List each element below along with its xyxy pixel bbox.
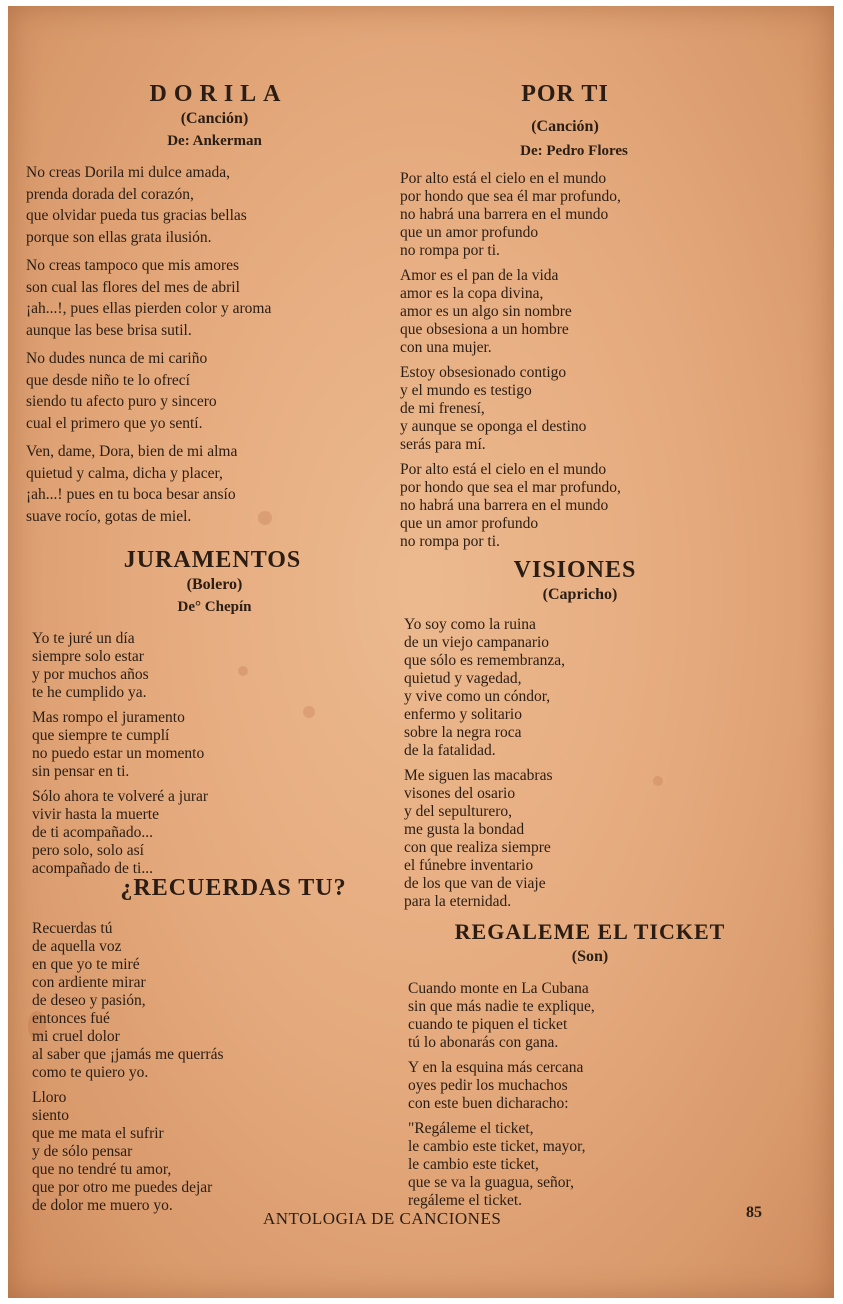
lyric-line: no habrá una barrera en el mundo — [400, 206, 609, 223]
song-genre: (Capricho) — [542, 586, 618, 603]
lyric-line: siempre solo estar — [32, 648, 144, 665]
stanza — [404, 767, 730, 911]
lyric-line: Mas rompo el juramento — [32, 709, 185, 726]
stanza — [408, 980, 730, 1052]
lyric-line: enfermo y solitario — [404, 706, 522, 723]
stanza — [32, 788, 391, 878]
lyric-line: de la fatalidad. — [404, 742, 496, 759]
book-page — [8, 6, 834, 1298]
song-title: REGALEME EL TICKET — [454, 919, 726, 944]
song-title: DORILA — [149, 81, 288, 107]
lyric-line: con ardiente mirar — [32, 974, 146, 991]
lyric-line: entonces fué — [32, 1010, 110, 1027]
lyric-line: de dolor me muero yo. — [32, 1197, 173, 1214]
lyric-line: de aquella voz — [32, 938, 122, 955]
lyric-line: y de sólo pensar — [32, 1143, 133, 1160]
lyric-line: pero solo, solo así — [32, 842, 144, 859]
stanza — [32, 630, 391, 702]
song-regaleme — [400, 918, 730, 1217]
lyric-line: acompañado de ti... — [32, 860, 153, 877]
stanza — [400, 170, 730, 260]
lyric-line: Me siguen las macabras — [404, 767, 553, 784]
lyric-line: con que realiza siempre — [404, 839, 551, 856]
lyric-line: por hondo que sea el mar profundo, — [400, 479, 621, 496]
lyric-line: de un viejo campanario — [404, 634, 550, 651]
song-author: De° Chepín — [177, 599, 252, 615]
lyric-line: y aunque se oponga el destino — [400, 418, 587, 435]
lyric-line: al saber que ¡jamás me querrás — [32, 1046, 224, 1063]
lyric-line: como te quiero yo. — [32, 1064, 149, 1081]
song-author: De: Pedro Flores — [520, 143, 628, 159]
lyric-line: que desde niño te lo ofrecí — [26, 371, 190, 389]
stanza — [408, 1059, 730, 1113]
lyric-line: "Regáleme el ticket, — [408, 1120, 534, 1137]
lyric-line: prenda dorada del corazón, — [26, 185, 194, 203]
lyric-line: Por alto está el cielo en el mundo — [400, 170, 607, 187]
lyric-line: siendo tu afecto puro y sincero — [26, 393, 217, 410]
song-genre: (Son) — [571, 948, 609, 965]
lyric-line: sin que más nadie te explique, — [408, 998, 595, 1015]
lyric-line: me gusta la bondad — [404, 821, 525, 838]
lyric-line: No creas tampoco que mis amores — [26, 257, 240, 274]
lyric-line: Amor es el pan de la vida — [400, 267, 559, 284]
lyric-line: aunque las bese brisa sutil. — [26, 321, 192, 339]
lyric-line: y por muchos años — [32, 666, 149, 683]
song-dorila — [26, 80, 391, 534]
lyric-line: con este buen dicharacho: — [408, 1095, 569, 1112]
stanza — [32, 920, 391, 1082]
lyric-line: de los que van de viaje — [404, 875, 546, 892]
lyric-line: mi cruel dolor — [32, 1028, 120, 1045]
song-title: ¿RECUERDAS TU? — [120, 875, 347, 901]
lyric-line: que se va la guagua, señor, — [408, 1174, 574, 1191]
lyric-line: cuando te piquen el ticket — [408, 1016, 568, 1033]
book-title-footer: ANTOLOGIA DE CANCIONES — [263, 1209, 502, 1228]
lyric-line: amor es un algo sin nombre — [400, 303, 572, 320]
song-genre: (Bolero) — [186, 576, 243, 593]
page-number: 85 — [746, 1204, 762, 1221]
lyric-line: ¡ah...!, pues ellas pierden color y aroma — [26, 300, 272, 317]
lyric-line: porque son ellas grata ilusión. — [26, 228, 212, 246]
lyric-line: con una mujer. — [400, 339, 492, 356]
lyric-line: por hondo que sea él mar profundo, — [400, 188, 621, 205]
lyric-line: regáleme el ticket. — [408, 1192, 523, 1209]
lyric-line: No dudes nunca de mi cariño — [26, 350, 208, 367]
lyric-line: Y en la esquina más cercana — [408, 1059, 584, 1076]
lyric-line: son cual las flores del mes de abril — [26, 278, 240, 296]
lyric-line: no rompa por ti. — [400, 533, 500, 550]
song-genre: (Canción) — [531, 118, 599, 135]
lyric-line: visones del osario — [404, 785, 516, 802]
lyric-line: para la eternidad. — [404, 893, 512, 910]
stanza — [32, 709, 391, 781]
lyric-line: tú lo abonarás con gana. — [408, 1034, 559, 1051]
lyric-line: y el mundo es testigo — [400, 382, 532, 399]
stanza — [404, 616, 730, 760]
lyric-line: que siempre te cumplí — [32, 727, 170, 744]
lyric-line: que olvidar pueda tus gracias bellas — [26, 207, 247, 224]
song-title: VISIONES — [513, 557, 637, 583]
song-visiones — [400, 556, 730, 918]
lyric-line: te he cumplido ya. — [32, 684, 147, 701]
lyrics — [26, 920, 391, 1215]
lyrics — [26, 162, 391, 527]
lyric-line: el fúnebre inventario — [404, 857, 534, 874]
lyric-line: Sólo ahora te volveré a jurar — [32, 788, 209, 805]
lyric-line: cual el primero que yo sentí. — [26, 414, 203, 432]
lyric-line: Ven, dame, Dora, bien de mi alma — [26, 443, 238, 460]
lyric-line: amor es la copa divina, — [400, 285, 544, 302]
lyric-line: en que yo te miré — [32, 956, 140, 973]
stanza — [26, 441, 391, 527]
lyric-line: sin pensar en ti. — [32, 763, 130, 780]
lyric-line: de deseo y pasión, — [32, 992, 146, 1009]
stanza — [408, 1120, 730, 1210]
lyric-line: sobre la negra roca — [404, 724, 522, 741]
stanza — [26, 348, 391, 434]
lyric-line: vivir hasta la muerte — [32, 806, 159, 823]
lyric-line: y del sepulturero, — [404, 803, 513, 820]
song-title: POR TI — [521, 81, 609, 107]
lyric-line: que no tendré tu amor, — [32, 1161, 172, 1178]
lyric-line: de mi frenesí, — [400, 400, 485, 417]
song-recuerdas — [26, 874, 391, 1222]
stanza — [400, 267, 730, 357]
stanza — [26, 255, 391, 341]
lyric-line: Yo soy como la ruina — [404, 616, 536, 633]
stanza — [26, 162, 391, 248]
lyric-line: quietud y calma, dicha y placer, — [26, 464, 223, 482]
lyric-line: le cambio este ticket, — [408, 1156, 539, 1173]
lyric-line: que me mata el sufrir — [32, 1125, 164, 1142]
lyric-line: no rompa por ti. — [400, 242, 500, 259]
stanza — [400, 461, 730, 551]
lyrics — [26, 630, 391, 878]
lyric-line: oyes pedir los muchachos — [408, 1077, 568, 1094]
lyric-line: que obsesiona a un hombre — [400, 321, 569, 338]
song-porti — [400, 80, 730, 558]
lyric-line: que por otro me puedes dejar — [32, 1179, 213, 1196]
lyric-line: no puedo estar un momento — [32, 745, 205, 762]
lyric-line: No creas Dorila mi dulce amada, — [26, 164, 230, 181]
lyric-line: Yo te juré un día — [32, 630, 135, 647]
stanza — [400, 364, 730, 454]
stanza — [32, 1089, 391, 1215]
lyric-line: de ti acompañado... — [32, 824, 153, 841]
lyric-line: suave rocío, gotas de miel. — [26, 507, 192, 525]
lyric-line: que un amor profundo — [400, 515, 539, 532]
lyrics — [400, 616, 730, 911]
lyric-line: serás para mí. — [400, 436, 486, 453]
lyrics — [400, 170, 730, 551]
lyric-line: siento — [32, 1107, 70, 1124]
lyric-line: Cuando monte en La Cubana — [408, 980, 589, 997]
lyric-line: le cambio este ticket, mayor, — [408, 1138, 586, 1155]
song-author: De: Ankerman — [167, 133, 262, 149]
song-juramentos — [26, 546, 391, 885]
lyric-line: no habrá una barrera en el mundo — [400, 497, 609, 514]
lyric-line: quietud y vagedad, — [404, 670, 522, 687]
song-genre: (Canción) — [180, 110, 249, 127]
lyric-line: y vive como un cóndor, — [404, 688, 551, 705]
lyric-line: ¡ah...! pues en tu boca besar ansío — [26, 486, 236, 503]
lyric-line: que un amor profundo — [400, 224, 539, 241]
lyric-line: que sólo es remembranza, — [404, 652, 565, 669]
lyric-line: Lloro — [32, 1089, 67, 1106]
lyric-line: Estoy obsesionado contigo — [400, 364, 567, 381]
song-title: JURAMENTOS — [123, 547, 302, 573]
lyric-line: Recuerdas tú — [32, 920, 113, 937]
lyrics — [400, 980, 730, 1210]
lyric-line: Por alto está el cielo en el mundo — [400, 461, 607, 478]
